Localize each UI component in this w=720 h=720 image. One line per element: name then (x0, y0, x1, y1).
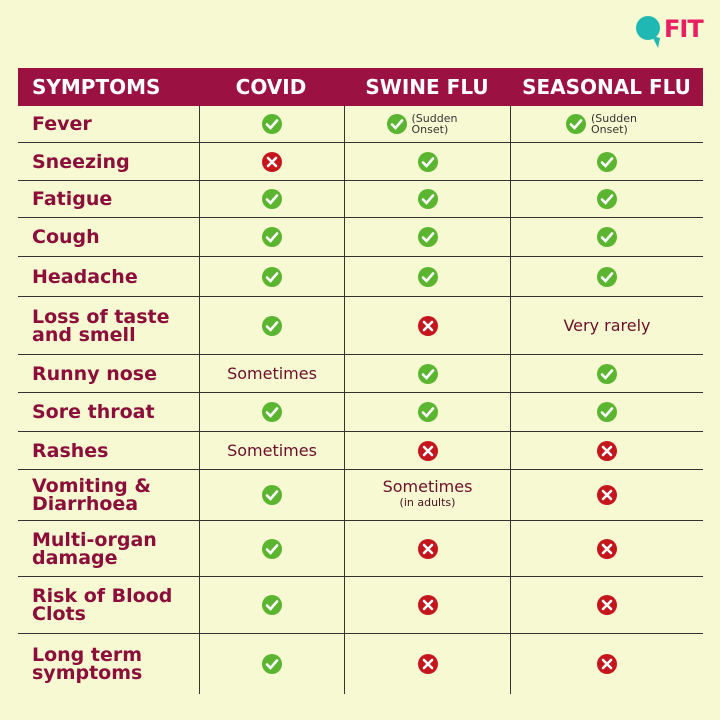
table-row (18, 297, 703, 355)
cross-icon (417, 653, 439, 675)
onset-note: (Sudden Onset) (591, 112, 637, 136)
table-row (18, 393, 703, 432)
covid-cell (199, 143, 344, 180)
covid-cell (199, 181, 344, 217)
cross-icon (596, 594, 618, 616)
check-icon (386, 113, 408, 135)
check-icon (261, 113, 283, 135)
check-icon (261, 484, 283, 506)
header-seasonal-flu: SEASONAL FLU (522, 75, 691, 99)
covid-cell (199, 257, 344, 296)
swine-flu-cell (344, 393, 510, 431)
check-icon (261, 594, 283, 616)
table-row (18, 470, 703, 521)
symptom-label: Rashes (32, 439, 109, 462)
symptom-label: Vomiting & Diarrhoea (32, 475, 151, 515)
check-icon (565, 113, 587, 135)
symptom-label: Cough (32, 226, 100, 248)
symptom-label: Risk of Blood Clots (32, 585, 173, 625)
cell-text (563, 315, 651, 335)
header-symptoms: SYMPTOMS (32, 75, 161, 99)
brand-name: FIT (664, 15, 703, 43)
check-icon (261, 538, 283, 560)
seasonal-flu-cell (510, 257, 703, 296)
table-row (18, 355, 703, 393)
check-icon (417, 151, 439, 173)
symptom-label: Fever (32, 113, 92, 135)
check-icon (261, 401, 283, 423)
check-icon (261, 315, 283, 337)
table-row (18, 257, 703, 297)
check-icon (596, 266, 618, 288)
seasonal-flu-cell (510, 521, 703, 576)
check-icon (417, 188, 439, 210)
cell-text (227, 440, 317, 460)
swine-flu-cell (344, 106, 510, 142)
table-row (18, 181, 703, 218)
cell-text (383, 479, 473, 511)
table-header (18, 68, 703, 106)
seasonal-flu-cell (510, 143, 703, 180)
swine-flu-cell (344, 432, 510, 469)
covid-cell (199, 577, 344, 633)
covid-cell (199, 297, 344, 354)
table-row (18, 218, 703, 257)
check-icon (596, 401, 618, 423)
check-icon (596, 363, 618, 385)
covid-cell (199, 634, 344, 694)
check-icon (417, 226, 439, 248)
seasonal-flu-cell (510, 634, 703, 694)
swine-flu-cell (344, 470, 510, 520)
seasonal-flu-cell (510, 181, 703, 217)
swine-flu-cell (344, 143, 510, 180)
symptom-label: Headache (32, 265, 138, 288)
seasonal-flu-cell (510, 297, 703, 354)
swine-flu-cell (344, 297, 510, 354)
symptom-label: Long term symptoms (32, 644, 143, 684)
onset-note: (Sudden Onset) (411, 112, 458, 136)
seasonal-flu-cell (510, 577, 703, 633)
cell-text-main: Very rarely (563, 315, 651, 335)
cell-text-main: Sometimes (227, 363, 317, 383)
check-icon (261, 266, 283, 288)
check-icon (596, 188, 618, 210)
seasonal-flu-cell (510, 218, 703, 256)
cross-icon (596, 653, 618, 675)
seasonal-flu-cell (510, 393, 703, 431)
covid-cell (199, 106, 344, 142)
swine-flu-cell (344, 218, 510, 256)
swine-flu-cell (344, 521, 510, 576)
seasonal-flu-cell (510, 106, 703, 142)
cross-icon (417, 440, 439, 462)
symptom-label: Sneezing (32, 150, 130, 173)
cell-text-main: Sometimes (382, 477, 473, 496)
covid-cell (199, 393, 344, 431)
swine-flu-cell (344, 257, 510, 296)
check-icon (417, 266, 439, 288)
seasonal-flu-cell (510, 355, 703, 392)
covid-cell (199, 432, 344, 469)
symptom-label: Loss of taste and smell (32, 305, 170, 346)
swine-flu-cell (344, 355, 510, 392)
table-row (18, 577, 703, 634)
table-row (18, 634, 703, 694)
table-row (18, 521, 703, 577)
symptom-label: Runny nose (32, 362, 157, 385)
check-icon (417, 363, 439, 385)
seasonal-flu-cell (510, 470, 703, 520)
cross-icon (417, 594, 439, 616)
check-icon (596, 151, 618, 173)
swine-flu-cell (344, 577, 510, 633)
header-swine-flu: SWINE FLU (365, 75, 489, 99)
symptom-label: Sore throat (32, 401, 155, 423)
cell-text-main: Sometimes (227, 440, 317, 460)
covid-cell (199, 521, 344, 576)
check-icon (261, 653, 283, 675)
check-icon (261, 226, 283, 248)
swine-flu-cell (344, 181, 510, 217)
cross-icon (596, 484, 618, 506)
symptom-label: Fatigue (32, 188, 113, 210)
covid-cell (199, 470, 344, 520)
table-row (18, 143, 703, 181)
check-icon (261, 188, 283, 210)
check-icon (417, 401, 439, 423)
cross-icon (596, 538, 618, 560)
header-covid: COVID (235, 75, 307, 99)
symptoms-table (18, 68, 703, 694)
covid-cell (199, 218, 344, 256)
check-icon (596, 226, 618, 248)
cell-text (227, 363, 317, 383)
symptom-label: Multi-organ damage (32, 528, 157, 569)
cross-icon (417, 538, 439, 560)
table-body (18, 106, 703, 694)
table-row (18, 106, 703, 143)
cell-text-sub: (in adults) (399, 496, 456, 509)
table-row (18, 432, 703, 470)
covid-cell (199, 355, 344, 392)
cross-icon (261, 151, 283, 173)
cross-icon (596, 440, 618, 462)
cross-icon (417, 315, 439, 337)
seasonal-flu-cell (510, 432, 703, 469)
swine-flu-cell (344, 634, 510, 694)
